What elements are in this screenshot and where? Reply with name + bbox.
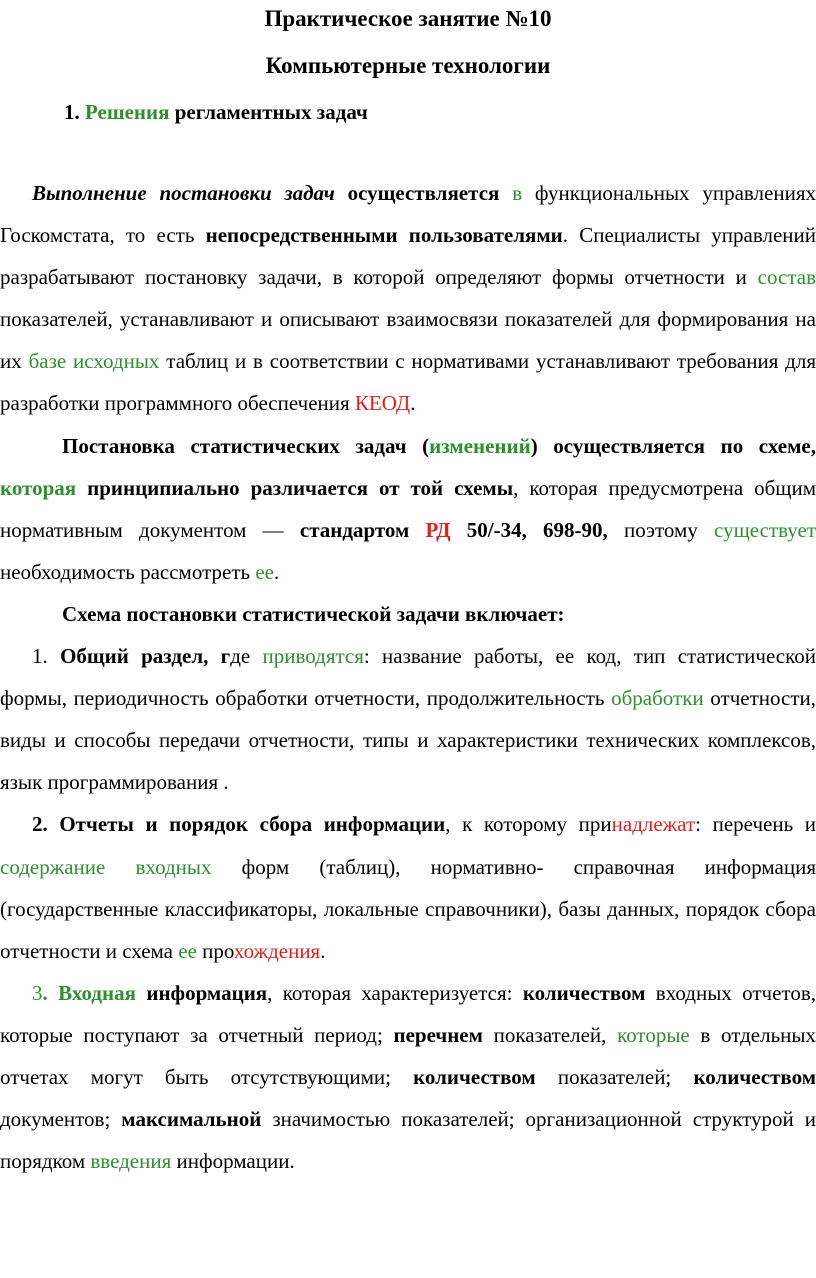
paragraph-5: 2. Отчеты и порядок сбора информации, к которому принадлежат: перечень и содержание входных форм (таблиц), нормативно- справочная информация (государственные классификаторы, локальные справочники), базы данных, порядок сбора отчетности и схема ее прохождения. [0, 812, 816, 963]
section-word: Решения [85, 100, 170, 124]
section-rest: регламентных задач [169, 100, 368, 124]
document-title: Практическое занятие №10 [264, 6, 552, 31]
paragraph-4: 1. Общий раздел, где приводятся: название работы, ее код, тип статистической формы, периодичность обработки отчетности, продолжительность обработки отчетности, виды и способы передачи отчетности, типы и характеристики технических комплексов, язык программирования . [0, 644, 816, 795]
document-body [0, 172, 816, 1182]
paragraph-6: 3. Входная информация, которая характеризуется: количеством входных отчетов, которые поступают за отчетный период; перечнем показателей, которые в отдельных отчетах могут быть отсутствующими; количеством показателей; количеством документов; максимальной значимостью показателей; организационной структурой и порядком введения информации. [0, 980, 816, 1174]
paragraph-2: Постановка статистических задач (изменений) осуществляется по схеме, которая принципиально различается от той схемы, которая предусмотрена общим нормативным документом — стандартом РД 50/-34, 698-90, поэтому существует необходимость рассмотреть ее. [0, 433, 816, 584]
paragraph-3: Схема постановки статистической задачи включает: [62, 601, 565, 626]
document-subtitle: Компьютерные технологии [265, 53, 551, 78]
section-heading [64, 98, 368, 126]
section-number: 1. [64, 100, 85, 124]
paragraph-1: Выполнение постановки задач осуществляется в функциональных управлениях Госкомстата, то есть непосредственными пользователями. Специалисты управлений разрабатывают постановку задачи, в которой определяют формы отчетности и состав показателей, устанавливают и описывают взаимосвязи показателей для формирования на их базе исходных таблиц и в соответствии с нормативами устанавливают требования для разработки программного обеспечения КЕОД. [0, 181, 816, 416]
